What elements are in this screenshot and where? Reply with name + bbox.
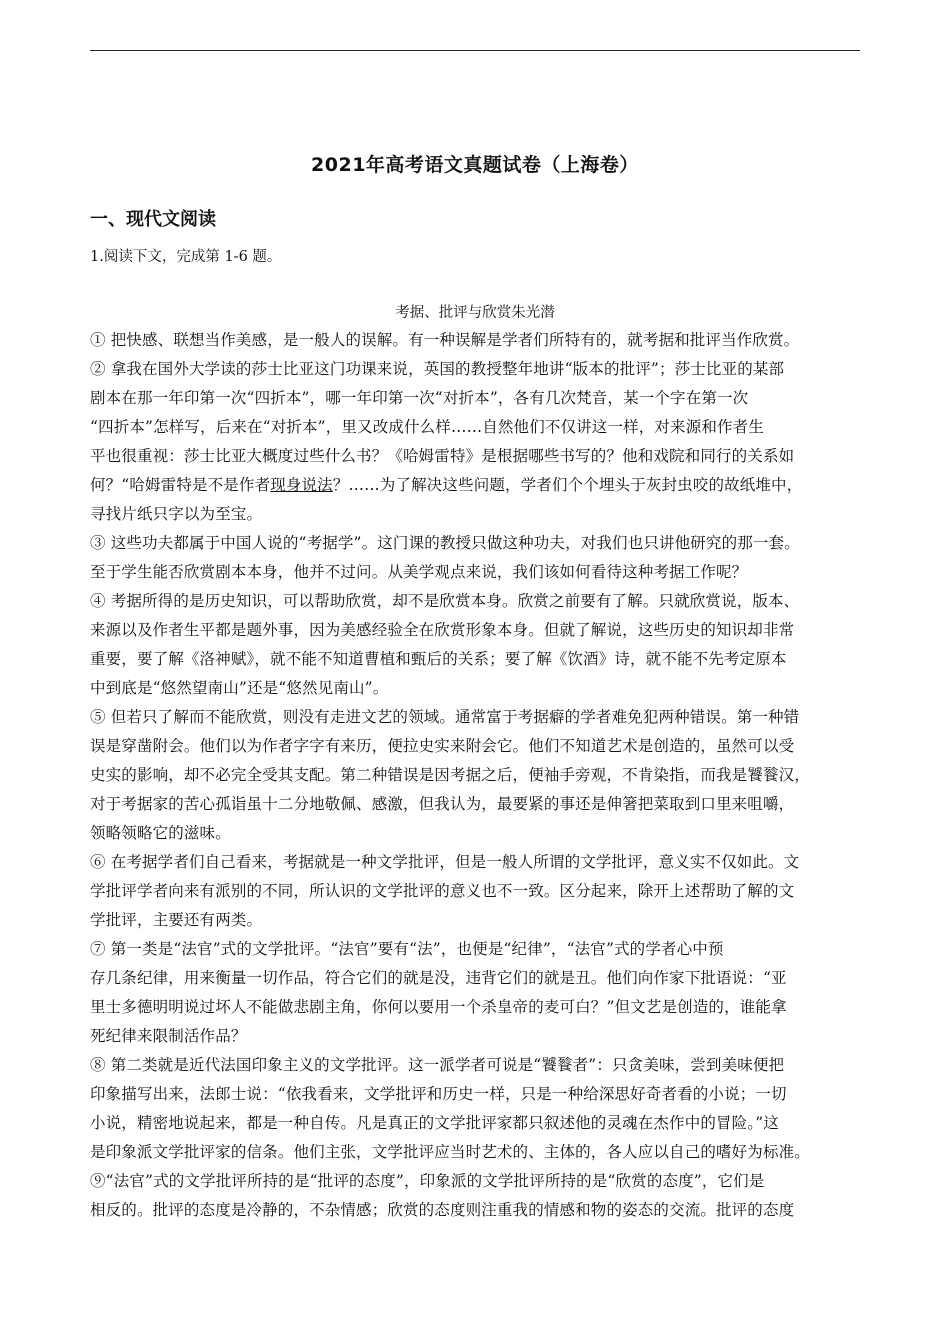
- article-line: 史实的影响，却不必完全受其支配。第二种错误是因考据之后，便袖手旁观，不肯染指，而我是饕餮汉，: [90, 766, 810, 784]
- page-title: 2021年高考语文真题试卷（上海卷）: [311, 154, 639, 176]
- article-line: ⑦ 第一类是“法官”式的文学批评。“法官”要有“法”，也便是“纪律”，“法官”式的学者心中预: [90, 940, 724, 958]
- article-line-text: 何？“哈姆雷特是不是作者: [90, 476, 271, 494]
- article-line: 误是穿凿附会。他们以为作者字字有来历，便拉史实来附会它。他们不知道艺术是创造的，虽然可以受: [90, 737, 795, 755]
- article-line: ⑥ 在考据学者们自己看来，考据就是一种文学批评，但是一般人所谓的文学批评，意义实不仅如此。文: [90, 853, 800, 871]
- article-line: ⑨“法官”式的文学批评所持的是“批评的态度”，印象派的文学批评所持的是“欣赏的态度”，它们是: [90, 1172, 765, 1190]
- article-line: 中到底是“悠然望南山”还是“悠然见南山”。: [90, 679, 389, 697]
- article-line: 平也很重视：莎士比亚大概度过些什么书？《哈姆雷特》是根据哪些书写的？他和戏院和同行的关系如: [90, 447, 795, 465]
- article-line: 里士多德明明说过坏人不能做悲剧主角，你何以要用一个杀皇帝的麦可白？”但文艺是创造的，谁能拿: [90, 998, 787, 1016]
- article-line: 寻找片纸只字以为至宝。: [90, 505, 263, 523]
- article-line: 来源以及作者生平都是题外事，因为美感经验全在欣赏形象本身。但就了解说，这些历史的知识却非常: [90, 621, 795, 639]
- article-line: ④ 考据所得的是历史知识，可以帮助欣赏，却不是欣赏本身。欣赏之前要有了解。只就欣赏说，版本、: [90, 592, 800, 610]
- question-prompt: 1.阅读下文，完成第 1-6 题。: [90, 249, 282, 265]
- article-line: [90, 471, 870, 500]
- article-line: 印象描写出来，法郎士说：“依我看来，文学批评和历史一样，只是一种给深思好奇者看的小说；一切: [90, 1085, 787, 1103]
- article-line-text: ？……为了解决这些问题，学者们个个埋头于灰封虫咬的故纸堆中，: [332, 476, 803, 494]
- article-line: ② 拿我在国外大学读的莎士比亚这门功课来说，英国的教授整年地讲“版本的批评”；莎士比亚的某部: [90, 360, 785, 378]
- article-line: ⑤ 但若只了解而不能欣赏，则没有走进文艺的领域。通常富于考据癖的学者难免犯两种错误。第一种错: [90, 708, 800, 726]
- article-line: 是印象派文学批评家的信条。他们主张，文学批评应当时艺术的、主体的，各人应以自己的嗜好为标准。: [90, 1143, 810, 1161]
- article-line: 小说，精密地说起来，都是一种自传。凡是真正的文学批评家都只叙述他的灵魂在杰作中的冒险。”这: [90, 1114, 779, 1132]
- article-title: 考据、批评与欣赏朱光潜: [395, 305, 555, 321]
- article-line: 学批评，主要还有两类。: [90, 911, 263, 929]
- article-line: 相反的。批评的态度是冷静的，不杂情感；欣赏的态度则注重我的情感和物的姿态的交流。批评的态度: [90, 1201, 795, 1219]
- article-line: 学批评学者向来有派别的不同，所认识的文学批评的意义也不一致。区分起来，除开上述帮助了解的文: [90, 882, 795, 900]
- article-line: ① 把快感、联想当作美感，是一般人的误解。有一种误解是学者们所特有的，就考据和批评当作欣赏。: [90, 331, 800, 349]
- article-line: 存几条纪律，用来衡量一切作品，符合它们的就是没，违背它们的就是丑。他们向作家下批语说：“亚: [90, 969, 787, 987]
- article-line: ⑧ 第二类就是近代法国印象主义的文学批评。这一派学者可说是“饕餮者”：只贪美味，尝到美味便把: [90, 1056, 785, 1074]
- article-line: 对于考据家的苦心孤诣虽十二分地敬佩、感激，但我认为，最要紧的事还是伸箸把菜取到口里来咀嚼，: [90, 795, 795, 813]
- article-body: [90, 326, 870, 1225]
- article-line: 剧本在那一年印第一次“四折本”，哪一年印第一次“对折本”，各有几次梵音，某一个字在第一次: [90, 389, 749, 407]
- article-line: “四折本”怎样写，后来在“对折本”，里又改成什么样……自然他们不仅讲这一样，对来源和作者生: [90, 418, 764, 436]
- article-line: 领略领略它的滋味。: [90, 824, 231, 842]
- article-line: 至于学生能否欣赏剧本本身，他并不过问。从美学观点来说，我们该如何看待这种考据工作呢？: [90, 563, 748, 581]
- article-line: ③ 这些功夫都属于中国人说的“考据学”。这门课的教授只做这种功夫，对我们也只讲他研究的那一套。: [90, 534, 800, 552]
- article-line: 重要，要了解《洛神赋》，就不能不知道曹植和甄后的关系；要了解《饮酒》诗，就不能不先考定原本: [90, 650, 787, 668]
- section-heading: 一、现代文阅读: [90, 209, 216, 230]
- article-line: 死纪律来限制活作品？: [90, 1027, 247, 1045]
- header-rule: [90, 50, 860, 51]
- underlined-term: 现身说法: [270, 476, 333, 494]
